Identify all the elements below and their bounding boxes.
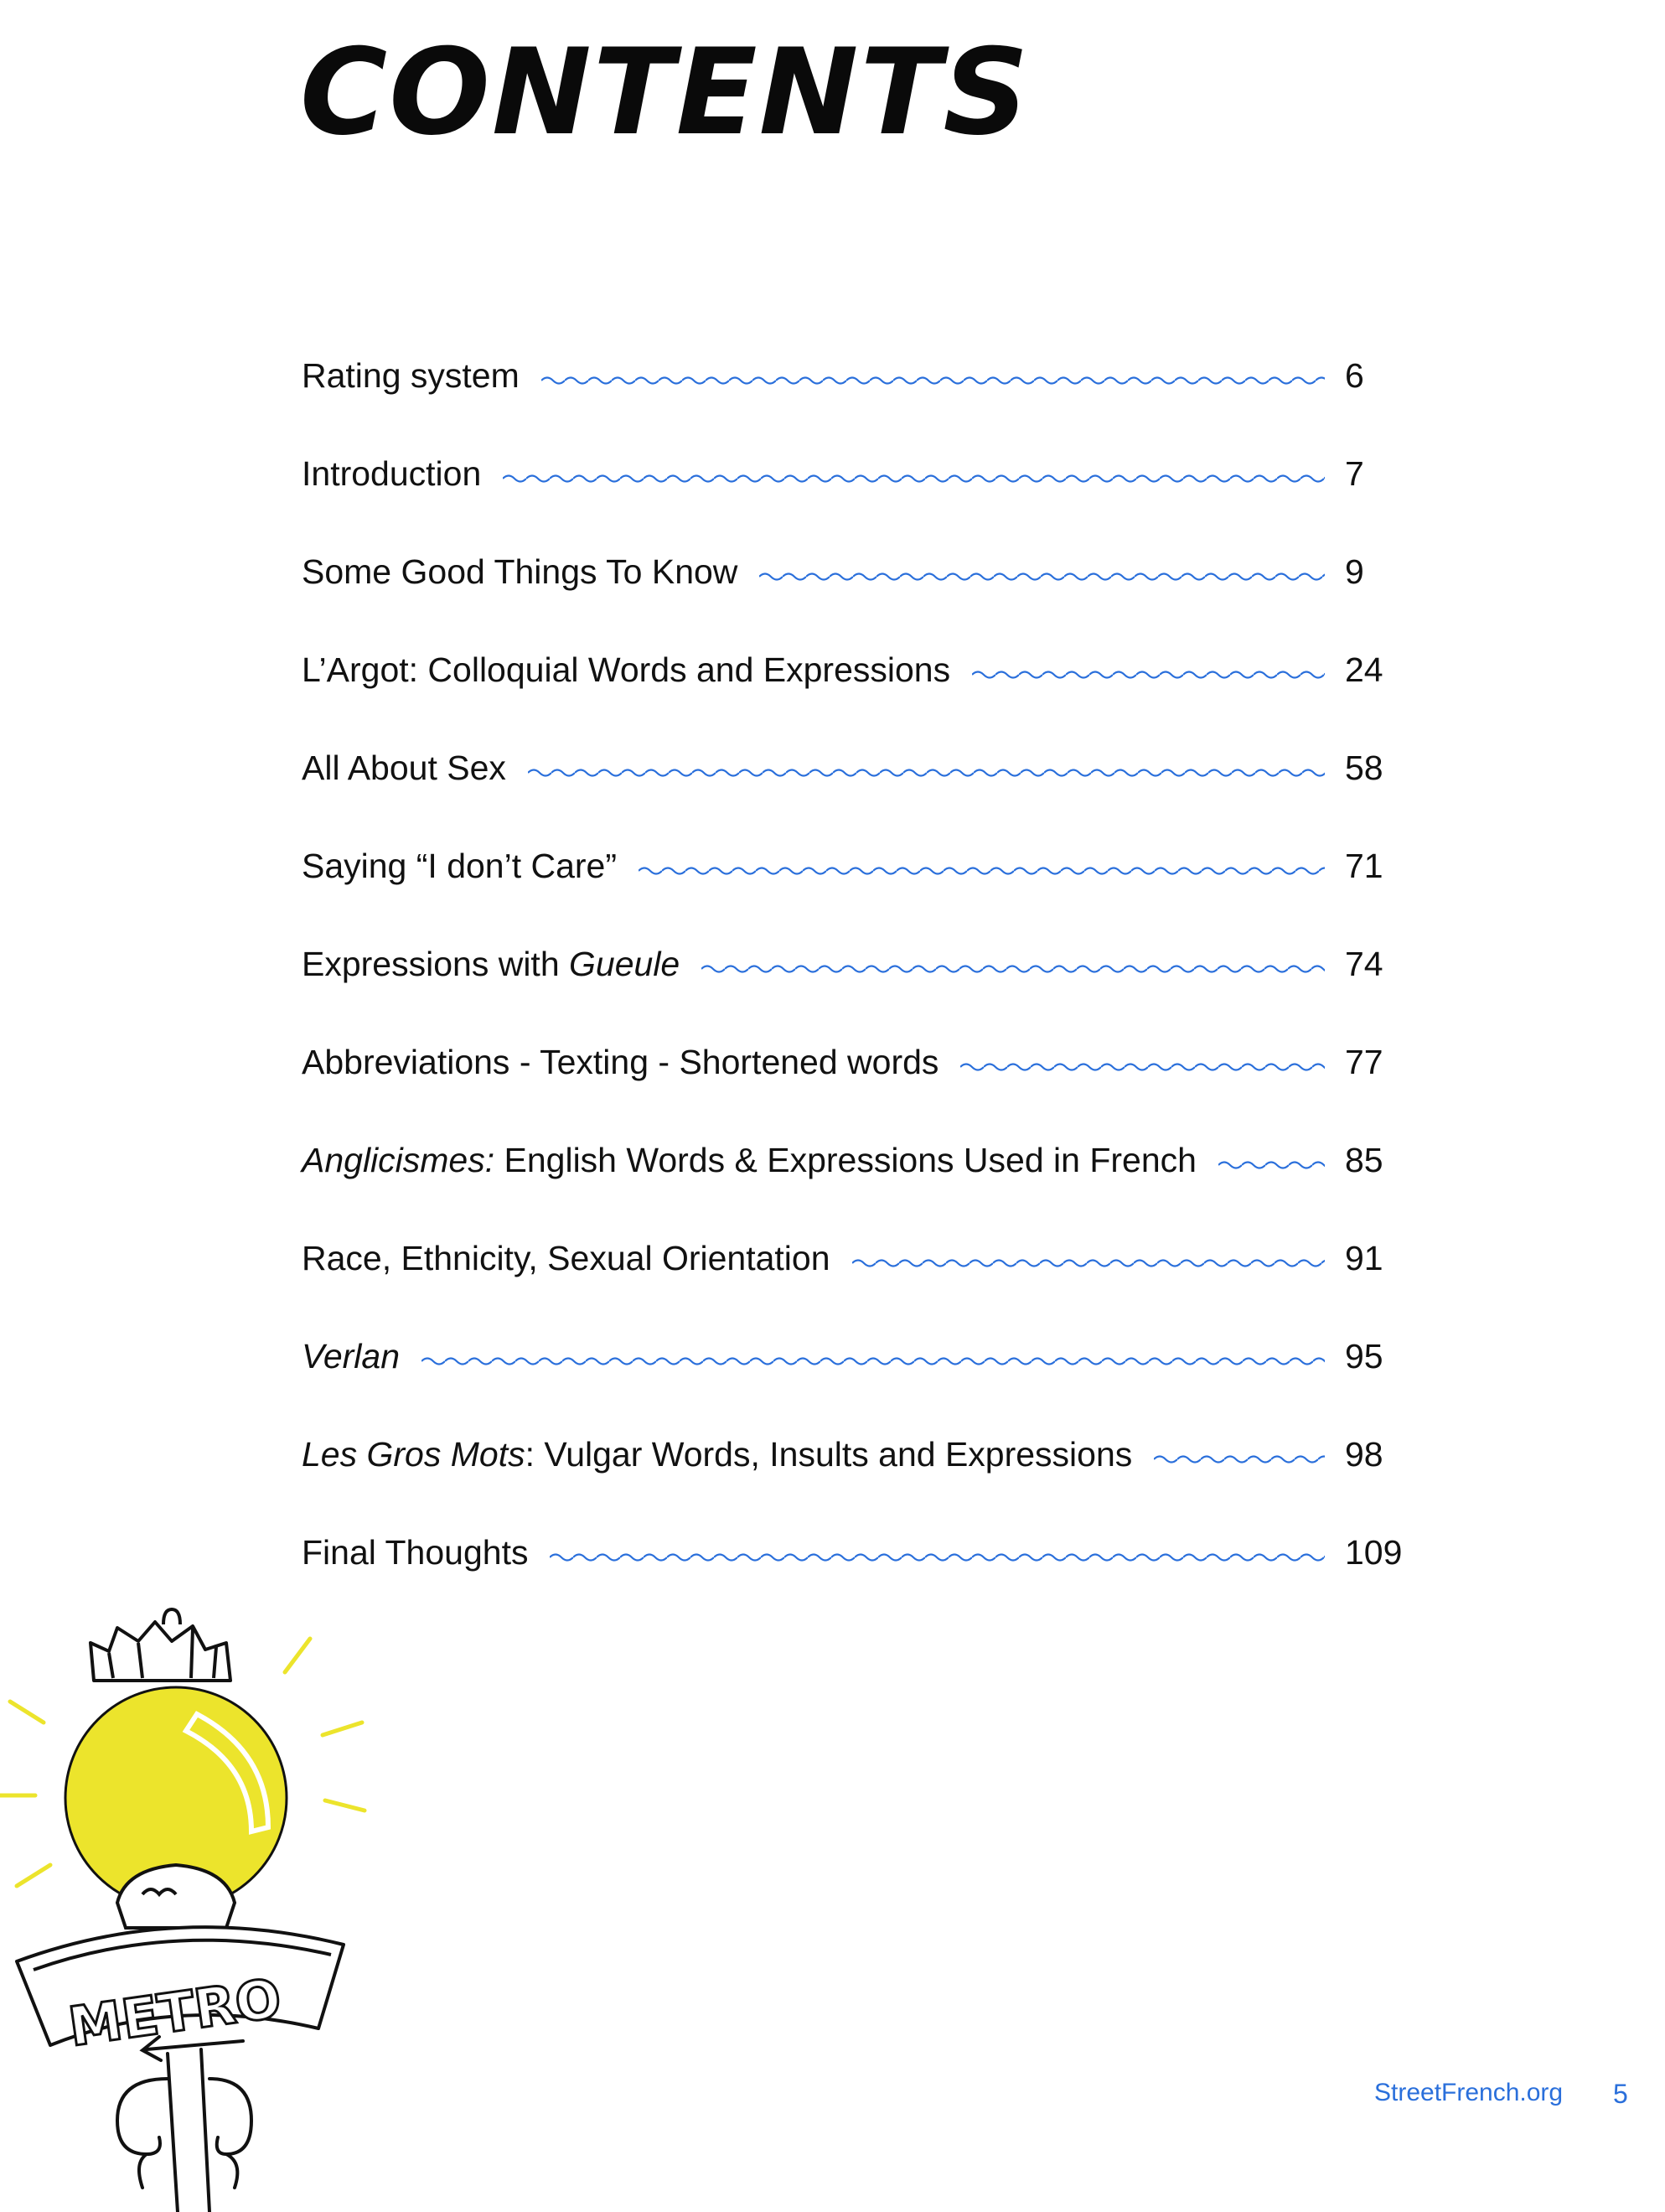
toc-entry-page: 58 bbox=[1345, 748, 1383, 787]
toc-entry-title: Saying “I don’t Care” bbox=[302, 846, 618, 885]
toc-entry-anglicismes[interactable] bbox=[302, 1127, 1408, 1194]
toc-entry-page: 91 bbox=[1345, 1238, 1383, 1277]
toc-entry-title: Final Thoughts bbox=[302, 1532, 529, 1572]
wavy-leader bbox=[639, 862, 1325, 880]
page-number: 5 bbox=[1613, 2079, 1628, 2109]
toc-entry-title bbox=[302, 1141, 1197, 1180]
toc-entry-page: 71 bbox=[1345, 846, 1383, 885]
toc-entry-page: 24 bbox=[1345, 650, 1383, 689]
toc-entry-good-things[interactable] bbox=[302, 538, 1408, 605]
toc-entry-gueule[interactable] bbox=[302, 930, 1408, 997]
wavy-leader bbox=[701, 960, 1325, 978]
footer-website[interactable]: StreetFrench.org bbox=[1374, 2079, 1564, 2106]
toc-entry-page: 6 bbox=[1345, 355, 1364, 395]
metro-lamp-illustration bbox=[0, 1576, 385, 2212]
lamp-crown bbox=[90, 1609, 230, 1681]
toc-entry-page: 85 bbox=[1345, 1140, 1383, 1179]
wavy-leader bbox=[1218, 1156, 1325, 1174]
toc-entry-final-thoughts[interactable] bbox=[302, 1519, 1408, 1586]
wavy-leader bbox=[528, 764, 1325, 782]
toc-entry-title: Race, Ethnicity, Sexual Orientation bbox=[302, 1238, 830, 1277]
toc-entry-title: L’Argot: Colloquial Words and Expressions bbox=[302, 650, 951, 689]
toc-entry-title bbox=[302, 945, 680, 984]
page-title: CONTENTS bbox=[300, 23, 1031, 162]
toc-entry-largot[interactable] bbox=[302, 636, 1408, 703]
toc-entry-introduction[interactable] bbox=[302, 440, 1408, 507]
toc-entry-page: 9 bbox=[1345, 552, 1364, 591]
toc-entry-page: 7 bbox=[1345, 453, 1364, 493]
wavy-leader bbox=[759, 567, 1325, 586]
toc-entry-page: 95 bbox=[1345, 1336, 1383, 1375]
toc-entry-page: 77 bbox=[1345, 1042, 1383, 1081]
toc-entry-page: 109 bbox=[1345, 1532, 1403, 1572]
toc-entry-rating-system[interactable] bbox=[302, 342, 1408, 409]
wavy-leader bbox=[550, 1548, 1325, 1567]
toc-entry-title bbox=[302, 1435, 1132, 1474]
toc-entry-title-italic: Gueule bbox=[569, 944, 680, 983]
toc-entry-race-ethnicity[interactable] bbox=[302, 1225, 1408, 1292]
toc-entry-title: Introduction bbox=[302, 453, 482, 493]
toc-entry-title-plain: Expressions with bbox=[302, 944, 570, 983]
toc-entry-title-plain: : Vulgar Words, Insults and Expressions bbox=[525, 1434, 1133, 1474]
wavy-leader bbox=[852, 1254, 1326, 1272]
toc-entry-title: Abbreviations - Texting - Shortened words bbox=[302, 1042, 939, 1081]
toc-entry-page: 74 bbox=[1345, 944, 1383, 983]
toc-entry-abbreviations[interactable] bbox=[302, 1028, 1408, 1096]
wavy-leader bbox=[1154, 1450, 1325, 1469]
toc-entry-i-dont-care[interactable] bbox=[302, 832, 1408, 899]
lamp-post bbox=[117, 2049, 251, 2212]
toc-entry-title: Rating system bbox=[302, 355, 520, 395]
toc-entry-title bbox=[302, 1337, 400, 1376]
toc-entry-title: Some Good Things To Know bbox=[302, 552, 738, 591]
toc-entry-all-about-sex[interactable] bbox=[302, 734, 1408, 801]
toc-entry-title-italic: Les Gros Mots bbox=[302, 1434, 525, 1474]
toc-entry-title-plain: English Words & Expressions Used in French bbox=[494, 1140, 1197, 1179]
toc-entry-title-italic: Verlan bbox=[302, 1336, 400, 1375]
wavy-leader bbox=[503, 469, 1325, 488]
toc-entry-verlan[interactable] bbox=[302, 1323, 1408, 1390]
toc-entry-title-italic: Anglicismes: bbox=[302, 1140, 495, 1179]
toc-entry-title: All About Sex bbox=[302, 748, 506, 787]
wavy-leader bbox=[541, 371, 1325, 390]
wavy-leader bbox=[960, 1058, 1325, 1076]
metro-sign-text: METRO bbox=[65, 1967, 286, 2059]
wavy-leader bbox=[421, 1352, 1325, 1370]
toc-entry-page: 98 bbox=[1345, 1434, 1383, 1474]
wavy-leader bbox=[972, 666, 1325, 684]
toc-entry-gros-mots[interactable] bbox=[302, 1421, 1408, 1488]
